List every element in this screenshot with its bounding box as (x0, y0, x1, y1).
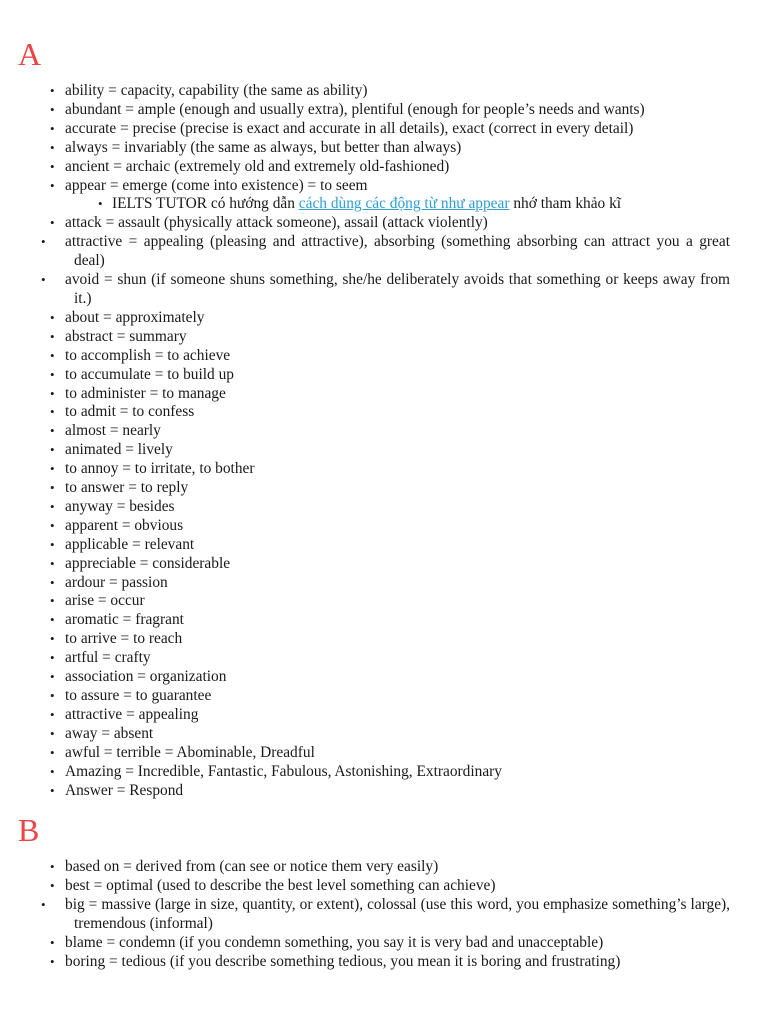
list-item: • attractive = appealing (pleasing and attractive), absorbing (something absorbing can attract you a great deal) (0, 233, 768, 271)
list-item: • best = optimal (used to describe the best level something can achieve) (0, 877, 768, 896)
list-item: • to arrive = to reach (0, 630, 768, 649)
list-item: • appear = emerge (come into existence) = to seem (0, 177, 768, 196)
word-list-b (0, 858, 768, 971)
list-item: • aromatic = fragrant (0, 611, 768, 630)
list-item: • attack = assault (physically attack someone), assail (attack violently) (0, 214, 768, 233)
list-item: • anyway = besides (0, 498, 768, 517)
list-item: • artful = crafty (0, 649, 768, 668)
list-item: • Amazing = Incredible, Fantastic, Fabulous, Astonishing, Extraordinary (0, 763, 768, 782)
list-item: • awful = terrible = Abominable, Dreadful (0, 744, 768, 763)
sub-item-prefix: IELTS TUTOR có hướng dẫn (112, 195, 299, 213)
list-item: • ability = capacity, capability (the same as ability) (0, 82, 768, 101)
list-item: • applicable = relevant (0, 536, 768, 555)
section-heading-b: B (18, 812, 40, 848)
list-item: • always = invariably (the same as always, but better than always) (0, 139, 768, 158)
word-list-a (0, 82, 768, 800)
list-item: • arise = occur (0, 592, 768, 611)
list-item: • almost = nearly (0, 422, 768, 441)
list-item: • animated = lively (0, 441, 768, 460)
list-item: • to accumulate = to build up (0, 366, 768, 385)
sub-list-item (0, 195, 768, 214)
list-item: • based on = derived from (can see or notice them very easily) (0, 858, 768, 877)
list-item: • accurate = precise (precise is exact and accurate in all details), exact (correct in every detail) (0, 120, 768, 139)
list-item: • abstract = summary (0, 328, 768, 347)
section-heading-a: A (18, 36, 42, 72)
list-item: • association = organization (0, 668, 768, 687)
appear-verbs-link[interactable]: cách dùng các động từ như appear (298, 195, 510, 213)
list-item: • appreciable = considerable (0, 555, 768, 574)
list-item: • avoid = shun (if someone shuns something, she/he deliberately avoids that something or keeps away from it.) (0, 271, 768, 309)
list-item: • to assure = to guarantee (0, 687, 768, 706)
list-item: • to accomplish = to achieve (0, 347, 768, 366)
list-item: • ancient = archaic (extremely old and extremely old-fashioned) (0, 158, 768, 177)
list-item: • ardour = passion (0, 574, 768, 593)
sub-item-suffix: nhớ tham khảo kĩ (509, 195, 622, 213)
list-item: • blame = condemn (if you condemn something, you say it is very bad and unacceptable) (0, 934, 768, 953)
list-item: • to answer = to reply (0, 479, 768, 498)
list-item: • big = massive (large in size, quantity, or extent), colossal (use this word, you emphasize something’s large), tremendous (informal) (0, 896, 768, 934)
list-item: • away = absent (0, 725, 768, 744)
list-item: • apparent = obvious (0, 517, 768, 536)
list-item: • to annoy = to irritate, to bother (0, 460, 768, 479)
list-item: • abundant = ample (enough and usually extra), plentiful (enough for people’s needs and wants) (0, 101, 768, 120)
list-item: • attractive = appealing (0, 706, 768, 725)
list-item: • to admit = to confess (0, 403, 768, 422)
list-item: • about = approximately (0, 309, 768, 328)
list-item: • Answer = Respond (0, 782, 768, 801)
list-item: • to administer = to manage (0, 385, 768, 404)
list-item: • boring = tedious (if you describe something tedious, you mean it is boring and frustrating) (0, 953, 768, 972)
